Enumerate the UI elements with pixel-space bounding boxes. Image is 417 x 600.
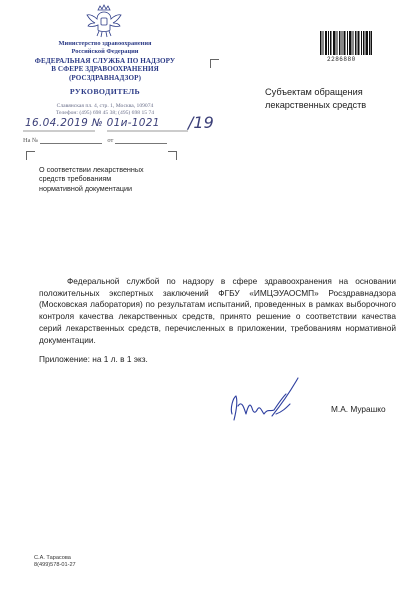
ministry-line-1: Министерство здравоохранения bbox=[58, 40, 152, 47]
reference-row bbox=[23, 137, 167, 144]
address-line-1: Славянская пл. 4, стр. 1, Москва, 109074 bbox=[56, 103, 154, 109]
head-title: РУКОВОДИТЕЛЬ bbox=[69, 87, 141, 96]
service-line-1: ФЕДЕРАЛЬНАЯ СЛУЖБА ПО НАДЗОРУ bbox=[34, 57, 176, 65]
ot-label: от bbox=[107, 137, 114, 144]
subject-corner-right bbox=[168, 151, 177, 160]
service-line-3: (РОСЗДРАВНАДЗОР) bbox=[68, 73, 142, 82]
na-label: На № bbox=[23, 137, 39, 144]
service-name bbox=[24, 57, 186, 82]
subject-block bbox=[39, 165, 179, 193]
registration-handwritten: 16.04.2019 № 01и-1021 bbox=[25, 117, 160, 129]
recipient-line-1: Субъектам обращения bbox=[265, 87, 363, 97]
address-line-2: Телефон: (495) 698 45 38; (495) 698 15 74 bbox=[55, 110, 155, 116]
subject-line-2: средств требованиям bbox=[39, 174, 112, 184]
executor-block bbox=[34, 555, 76, 570]
executor-phone: 8(499)578-01-27 bbox=[34, 562, 76, 569]
handwritten-signature bbox=[224, 368, 310, 432]
ministry-line-2: Российской Федерации bbox=[71, 47, 139, 55]
barcode bbox=[320, 31, 372, 55]
recipient-block bbox=[265, 86, 366, 112]
service-line-2: В СФЕРЕ ЗДРАВООХРАНЕНИЯ bbox=[51, 65, 159, 74]
coat-of-arms-emblem bbox=[84, 4, 124, 38]
recipient-line-2: лекарственных средств bbox=[265, 99, 367, 110]
attachment-note: Приложение: на 1 л. в 1 экз. bbox=[39, 354, 148, 364]
address-corner-mark bbox=[210, 59, 219, 68]
subject-line-1: О соответствии лекарственных bbox=[39, 165, 144, 174]
signer-name: М.А. Мурашко bbox=[331, 404, 386, 414]
body-paragraph: Федеральной службой по надзору в сфере здравоохранения на основании положительных экспертных заключений ФГБУ «ИМЦЭУАОСМП» Росздравнадзора (Московская лаборатория) по результатам испытаний, проведенных в рамках выборочного контроля качества лекарственных средств, принято решение о соответствии качества серий лекарственных средств, перечисленных в приложении, требованиям нормативной документации. bbox=[39, 276, 396, 345]
organization-address bbox=[24, 103, 186, 117]
executor-name: С.А. Тарасова bbox=[34, 555, 71, 561]
registration-handwritten-suffix: /19 bbox=[188, 113, 214, 132]
subject-line-3: нормативной документации bbox=[39, 183, 133, 193]
na-field bbox=[40, 137, 102, 144]
ministry-name bbox=[24, 40, 186, 55]
ot-field bbox=[115, 137, 167, 144]
barcode-number: 2286880 bbox=[327, 56, 356, 63]
subject-corner-left bbox=[26, 151, 35, 160]
